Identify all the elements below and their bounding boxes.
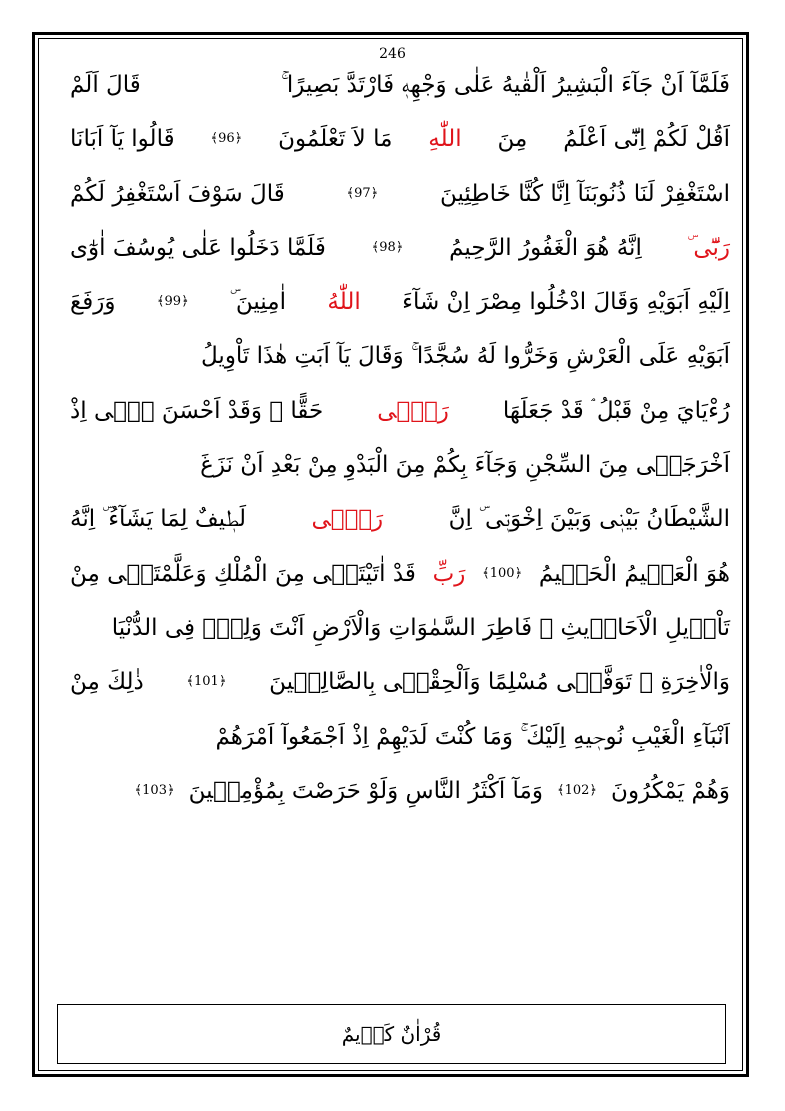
text-segment: فَلَمَّا دَخَلُوا عَلٰى يُوسُفَ اٰوٰٓى xyxy=(70,234,326,261)
text-segment: تَاْوٖيلِ الْاَحَادٖيثِ ۚ فَاطِرَ السَّمٰوَاتِ وَالْاَرْضِ اَنْتَ وَلِيّٖ فِى الدُّنْيَا xyxy=(111,614,730,641)
text-segment: وَهُمْ يَمْكُرُونَ xyxy=(611,777,730,804)
text-line xyxy=(70,438,730,492)
page-number: 246 xyxy=(379,46,406,62)
divine-name: رَبّٓى ۜ xyxy=(687,234,730,261)
text-line xyxy=(70,275,730,329)
text-line xyxy=(70,167,730,221)
text-segment: هُوَ الْعَلٖيمُ الْحَكٖيمُ xyxy=(538,560,730,587)
text-line xyxy=(70,492,730,546)
text-line xyxy=(70,112,730,166)
text-segment: اَقُلْ لَكُمْ اِنّٓى اَعْلَمُ xyxy=(563,126,730,153)
footer-label: قُرْاٰنٌ كَرٖيمٌ xyxy=(341,1022,442,1046)
text-line xyxy=(70,221,730,275)
text-segment: رُءْيَايَ مِنْ قَبْلُ ۘ قَدْ جَعَلَهَا xyxy=(502,397,730,424)
verse-number: ﴿97﴾ xyxy=(346,185,379,201)
text-line xyxy=(70,655,730,709)
verse-number: ﴿101﴾ xyxy=(186,674,227,690)
divine-name: رَبّٖى xyxy=(311,506,384,533)
text-segment: وَمَآ اَكْثَرُ النَّاسِ وَلَوْ حَرَصْتَ بِمُؤْمِنٖينَ xyxy=(188,777,543,804)
text-segment: اَنْبَآءِ الْغَيْبِ نُوحٖيهِ اِلَيْكَ ۚ وَمَا كُنْتَ لَدَيْهِمْ اِذْ اَجْمَعُوآ اَمْرَهُمْ xyxy=(215,723,730,750)
text-segment: حَقًّا ۜ وَقَدْ اَحْسَنَ بٖٓى اِذْ xyxy=(70,397,324,424)
text-line xyxy=(70,547,730,601)
text-line xyxy=(70,764,730,818)
verse-number: ﴿96﴾ xyxy=(210,131,243,147)
text-segment: اٰمِنِينَ ۜ xyxy=(230,289,286,316)
text-segment: قَالَ سَوْفَ اَسْتَغْفِرُ لَكُمْ xyxy=(70,180,285,207)
text-segment: قَالُوا يَآ اَبَانَا xyxy=(70,126,175,153)
text-segment: وَالْاٰخِرَةِ ۚ تَوَفَّنٖى مُسْلِمًا وَاَلْحِقْنٖى بِالصَّالِحٖينَ xyxy=(269,669,730,696)
text-segment: اَخْرَجَنٖى مِنَ السِّجْنِ وَجَآءَ بِكُمْ مِنَ الْبَدْوِ مِنْ بَعْدِ اَنْ نَزَغَ xyxy=(200,452,730,479)
text-segment: مَا لاَ تَعْلَمُونَ xyxy=(278,126,393,153)
verse-number: ﴿98﴾ xyxy=(371,239,404,255)
divine-name: اللّٰهِ xyxy=(428,126,462,153)
text-segment: قَدْ اٰتَيْتَنٖى مِنَ الْمُلْكِ وَعَلَّمْتَنٖى مِنْ xyxy=(70,560,416,587)
verse-number: ﴿99﴾ xyxy=(156,294,189,310)
text-line xyxy=(70,329,730,383)
text-line xyxy=(70,601,730,655)
quran-text-block xyxy=(70,58,730,818)
verse-number: ﴿103﴾ xyxy=(134,782,175,798)
text-segment: مِنَ xyxy=(497,126,528,153)
text-segment: اَبَوَيْهِ عَلَى الْعَرْشِ وَخَرُّوا لَهُ سُجَّدًا ۚ وَقَالَ يَآ اَبَتِ هٰذَا تَاْوِيلُ xyxy=(201,343,730,370)
text-segment: لَطٖيفٌ لِمَا يَشَآءُ ۜ اِنَّهُ xyxy=(70,506,247,533)
text-segment: وَرَفَعَ xyxy=(70,289,116,316)
text-line xyxy=(70,384,730,438)
divine-name: رَبِّ xyxy=(432,560,466,587)
divine-name: رَبّٖى xyxy=(377,397,449,424)
verse-number: ﴿100﴾ xyxy=(482,565,523,581)
text-segment: ذٰلِكَ مِنْ xyxy=(70,669,144,696)
text-segment: فَلَمَّآ اَنْ جَآءَ الْبَشِيرُ اَلْقٰيهُ عَلٰى وَجْهِهٖ فَارْتَدَّ بَصِيرًا ۚ xyxy=(281,72,730,98)
text-segment: اِلَيْهِ اَبَوَيْهِ وَقَالَ ادْخُلُوا مِصْرَ اِنْ شَآءَ xyxy=(402,289,730,316)
text-segment: اسْتَغْفِرْ لَنَا ذُنُوبَنَآ اِنَّا كُنَّا خَاطِئِينَ xyxy=(439,180,730,207)
text-segment: قَالَ اَلَمْ xyxy=(70,72,141,98)
text-segment: الشَّيْطَانُ بَيْنٖى وَبَيْنَ اِخْوَتٖى ۜ اِنَّ xyxy=(448,506,730,533)
text-line xyxy=(70,58,730,112)
footer-box xyxy=(57,1004,726,1064)
divine-name: اللّٰهُ xyxy=(327,289,361,316)
verse-number: ﴿102﴾ xyxy=(556,782,598,798)
text-segment: اِنَّهُ هُوَ الْغَفُورُ الرَّحِيمُ xyxy=(449,234,642,261)
text-line xyxy=(70,710,730,764)
